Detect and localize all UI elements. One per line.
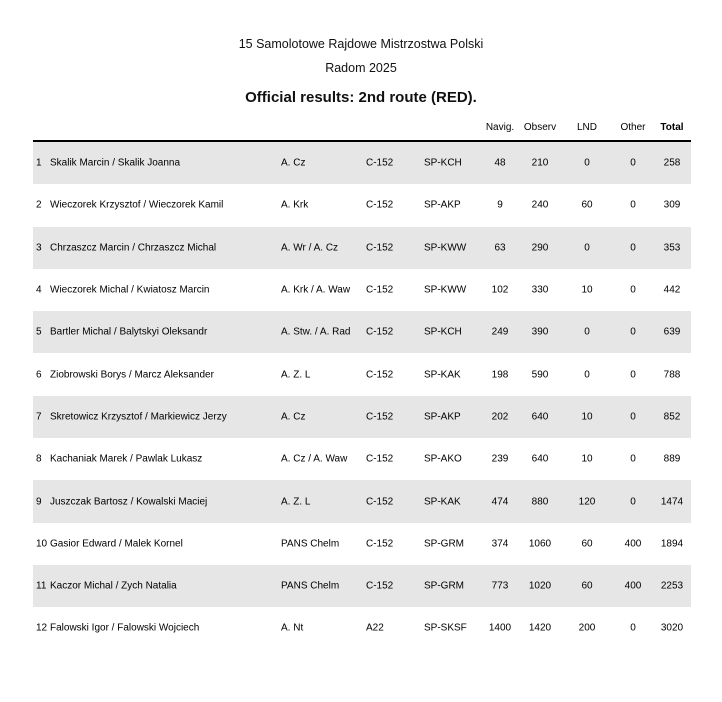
observ-score: 590 [531,369,549,381]
aircraft-registration: SP-KAK [424,496,461,508]
lnd-score: 60 [581,538,593,550]
results-table [33,116,691,650]
row-number: 10 [36,538,48,550]
navig-score: 102 [491,284,509,296]
total-score: 639 [663,326,681,338]
crew-names: Skalik Marcin / Skalik Joanna [50,157,181,169]
competition-location: Radom 2025 [325,61,397,75]
total-score: 442 [663,284,681,296]
club: A. Cz [281,411,306,423]
row-number: 12 [36,622,48,634]
crew-names: Juszczak Bartosz / Kowalski Maciej [50,496,208,508]
other-score: 400 [624,580,642,592]
other-score: 0 [630,284,636,296]
lnd-score: 0 [584,326,590,338]
aircraft-type: C-152 [366,538,394,550]
other-score: 0 [630,199,636,211]
aircraft-registration: SP-GRM [424,580,464,592]
row-number: 4 [36,284,42,296]
crew-names: Gasior Edward / Malek Kornel [50,538,183,550]
table-row [33,438,691,480]
club: A. Z. L [281,369,311,381]
navig-score: 48 [494,157,506,169]
crew-names: Wieczorek Michal / Kwiatosz Marcin [50,284,210,296]
lnd-score: 10 [581,284,593,296]
lnd-score: 10 [581,453,593,465]
aircraft-type: C-152 [366,326,394,338]
club: A. Stw. / A. Rad [281,326,351,338]
aircraft-registration: SP-KCH [424,326,462,338]
table-header [33,116,691,142]
table-row [33,269,691,311]
row-number: 8 [36,453,42,465]
club: A. Krk / A. Waw [281,284,351,296]
navig-score: 1400 [488,622,512,634]
navig-score: 374 [491,538,509,550]
row-number: 11 [36,580,47,592]
navig-score: 9 [497,199,503,211]
club: A. Wr / A. Cz [281,242,339,254]
results-heading: Official results: 2nd route (RED). [245,89,477,106]
aircraft-type: C-152 [366,369,394,381]
aircraft-registration: SP-KWW [424,284,467,296]
total-score: 258 [663,157,681,169]
aircraft-registration: SP-KWW [424,242,467,254]
aircraft-registration: SP-AKP [424,411,461,423]
lnd-score: 60 [581,199,593,211]
observ-score: 880 [531,496,549,508]
aircraft-type: A22 [366,622,384,634]
aircraft-type: C-152 [366,580,394,592]
lnd-score: 10 [581,411,593,423]
club: PANS Chelm [281,538,340,550]
lnd-score: 0 [584,242,590,254]
lnd-score: 0 [584,157,590,169]
other-score: 0 [630,496,636,508]
navig-score: 249 [491,326,509,338]
other-score: 0 [630,453,636,465]
table-body [33,142,691,650]
table-row [33,142,691,184]
other-score: 0 [630,369,636,381]
competition-title: 15 Samolotowe Rajdowe Mistrzostwa Polski [238,37,484,51]
club: A. Cz [281,157,306,169]
navig-score: 474 [491,496,509,508]
col-total: Total [660,122,684,133]
crew-names: Wieczorek Krzysztof / Wieczorek Kamil [50,199,224,211]
navig-score: 202 [491,411,509,423]
aircraft-type: C-152 [366,199,394,211]
total-score: 852 [663,411,681,423]
aircraft-registration: SP-AKP [424,199,461,211]
row-number: 9 [36,496,42,508]
club: PANS Chelm [281,580,340,592]
row-number: 3 [36,242,42,254]
lnd-score: 60 [581,580,593,592]
crew-names: Chrzaszcz Marcin / Chrzaszcz Michal [50,242,217,254]
crew-names: Kachaniak Marek / Pawlak Lukasz [50,453,203,465]
club: A. Nt [281,622,304,634]
row-number: 6 [36,369,42,381]
table-row [33,353,691,395]
table-row [33,311,691,353]
observ-score: 390 [531,326,549,338]
total-score: 2253 [660,580,684,592]
table-row [33,565,691,607]
aircraft-type: C-152 [366,242,394,254]
col-navig: Navig. [485,122,515,133]
total-score: 1894 [660,538,684,550]
crew-names: Bartler Michal / Balytskyi Oleksandr [50,326,208,338]
other-score: 0 [630,326,636,338]
observ-score: 1020 [528,580,552,592]
aircraft-type: C-152 [366,284,394,296]
lnd-score: 120 [578,496,596,508]
aircraft-registration: SP-GRM [424,538,464,550]
table-row [33,227,691,269]
crew-names: Ziobrowski Borys / Marcz Aleksander [50,369,214,381]
other-score: 0 [630,242,636,254]
table-row [33,523,691,565]
club: A. Z. L [281,496,311,508]
total-score: 889 [663,453,681,465]
table-row [33,607,691,649]
other-score: 0 [630,411,636,423]
observ-score: 1420 [528,622,552,634]
navig-score: 239 [491,453,509,465]
lnd-score: 0 [584,369,590,381]
observ-score: 330 [531,284,549,296]
aircraft-registration: SP-AKO [424,453,462,465]
observ-score: 1060 [528,538,552,550]
crew-names: Skretowicz Krzysztof / Markiewicz Jerzy [50,411,227,423]
club: A. Krk [281,199,309,211]
row-number: 1 [36,157,42,169]
observ-score: 290 [531,242,549,254]
crew-names: Falowski Igor / Falowski Wojciech [50,622,200,634]
aircraft-registration: SP-KCH [424,157,462,169]
total-score: 1474 [660,496,684,508]
other-score: 0 [630,622,636,634]
total-score: 309 [663,199,681,211]
other-score: 400 [624,538,642,550]
aircraft-registration: SP-SKSF [424,622,467,634]
total-score: 788 [663,369,681,381]
aircraft-type: C-152 [366,411,394,423]
total-score: 3020 [660,622,684,634]
club: A. Cz / A. Waw [281,453,348,465]
row-number: 2 [36,199,42,211]
table-row [33,396,691,438]
other-score: 0 [630,157,636,169]
col-lnd: LND [576,122,597,133]
aircraft-type: C-152 [366,496,394,508]
row-number: 5 [36,326,42,338]
lnd-score: 200 [578,622,596,634]
observ-score: 240 [531,199,549,211]
table-row [33,184,691,226]
col-other: Other [620,122,646,133]
observ-score: 210 [531,157,549,169]
total-score: 353 [663,242,681,254]
table-row [33,480,691,522]
crew-names: Kaczor Michal / Zych Natalia [50,580,177,592]
aircraft-registration: SP-KAK [424,369,461,381]
aircraft-type: C-152 [366,157,394,169]
observ-score: 640 [531,411,549,423]
aircraft-type: C-152 [366,453,394,465]
navig-score: 63 [494,242,506,254]
navig-score: 198 [491,369,509,381]
observ-score: 640 [531,453,549,465]
col-observ: Observ [523,122,557,133]
navig-score: 773 [491,580,509,592]
row-number: 7 [36,411,42,423]
